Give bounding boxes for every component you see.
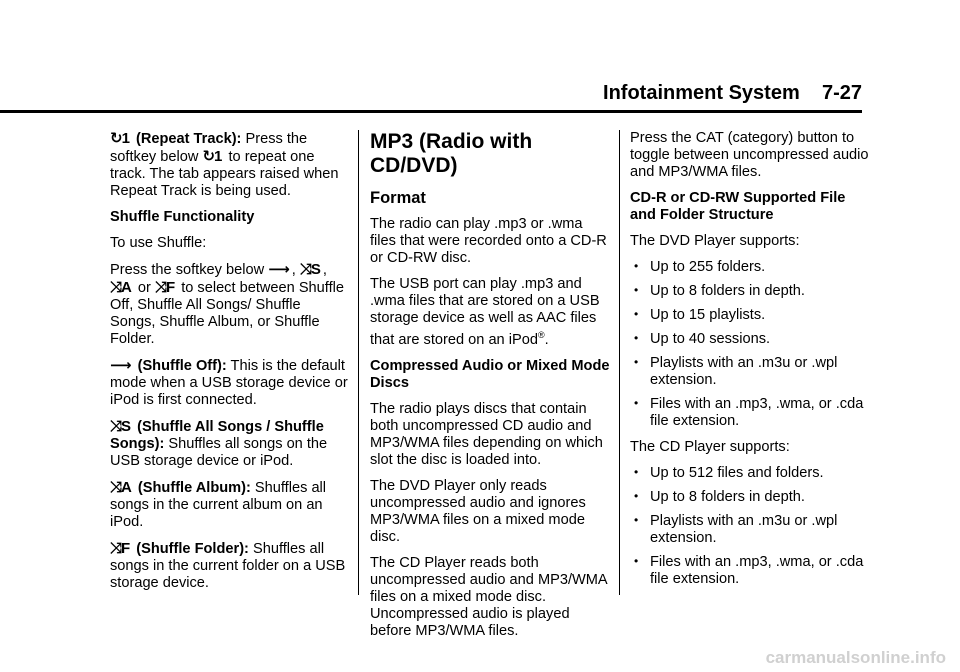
shuffle-album-label: (Shuffle Album):	[137, 480, 251, 496]
shuffle-heading: Shuffle Functionality	[110, 209, 255, 225]
header-rule	[0, 110, 862, 113]
repeat-track-paragraph	[110, 130, 348, 200]
cat-paragraph: Press the CAT (category) button to toggle between uncompressed audio and MP3/WMA files.	[630, 130, 869, 180]
list-item-text: Up to 255 folders.	[650, 259, 766, 275]
cd-support-list	[630, 465, 870, 588]
registered-mark: ®	[537, 330, 545, 340]
format-paragraph-1: The radio can play .mp3 or .wma files that were recorded onto a CD-R or CD-RW disc.	[370, 216, 607, 266]
format-heading: Format	[370, 189, 426, 207]
shuffle-album-paragraph	[110, 479, 348, 531]
bullet: •	[634, 465, 639, 479]
cd-intro: The CD Player supports:	[630, 439, 790, 455]
shuffle-songs-icon: ⤨S	[299, 261, 320, 278]
repeat-text-a: Press the	[245, 131, 308, 147]
compressed-heading: Compressed Audio or Mixed Mode Discs	[370, 357, 610, 391]
shuffle-press-paragraph	[110, 261, 348, 348]
list-item	[630, 331, 870, 348]
bullet: •	[634, 489, 639, 503]
list-item	[630, 513, 870, 547]
list-item	[630, 465, 870, 482]
bullet: •	[634, 554, 639, 568]
list-item	[630, 489, 870, 506]
or-text: or	[137, 280, 151, 296]
bullet: •	[634, 259, 639, 273]
list-item-text: Up to 8 folders in depth.	[650, 489, 805, 505]
list-item-text: Playlists with an .m3u or .wpl extension.	[650, 513, 838, 546]
list-item	[630, 396, 870, 430]
comma-2: ,	[322, 262, 327, 278]
shuffle-folder-icon: ⤨F	[154, 279, 175, 296]
to-use-shuffle: To use Shuffle:	[110, 235, 207, 251]
repeat-text-b: softkey below	[110, 149, 199, 165]
list-item	[630, 554, 870, 588]
repeat-text-c: to repeat one track. The tab appears raised when Repeat Track is being used.	[110, 149, 339, 199]
bullet: •	[634, 307, 639, 321]
list-item	[630, 355, 870, 389]
bullet: •	[634, 355, 639, 369]
list-item-text: Files with an .mp3, .wma, or .cda file extension.	[650, 396, 864, 429]
list-item-text: Up to 15 playlists.	[650, 307, 766, 323]
repeat-track-icon: ↻1	[110, 130, 129, 147]
shuffle-all-text: Shuffles all songs on the USB storage device or iPod.	[110, 436, 328, 469]
shuffle-folder-label: (Shuffle Folder):	[136, 541, 249, 557]
shuffle-off-paragraph	[110, 357, 348, 409]
shuffle-songs-icon-2: ⤨S	[110, 418, 131, 435]
dvd-support-list	[630, 259, 870, 430]
page-title: Infotainment System 7-27	[603, 82, 862, 104]
bullet: •	[634, 283, 639, 297]
shuffle-folder-paragraph	[110, 540, 348, 592]
page-header	[0, 80, 960, 114]
repeat-track-label: (Repeat Track):	[135, 131, 242, 147]
usb-text-end: .	[544, 331, 549, 348]
list-item	[630, 307, 870, 324]
press-text-a: Press the softkey below	[110, 262, 265, 278]
list-item-text: Up to 40 sessions.	[650, 331, 771, 347]
bullet: •	[634, 513, 639, 527]
column-right	[630, 130, 870, 597]
shuffle-off-icon: ⟶	[268, 261, 289, 278]
shuffle-off-label: (Shuffle Off):	[137, 358, 227, 374]
bullet: •	[634, 396, 639, 410]
compressed-paragraph-2: The DVD Player only reads uncompressed audio and ignores MP3/WMA files on a mixed mode disc.	[370, 477, 586, 545]
compressed-paragraph-3: The CD Player reads both uncompressed audio and MP3/WMA files on a mixed mode disc. Uncompressed audio is played before MP3/WMA files.	[370, 554, 607, 639]
usb-text: The USB port can play .mp3 and .wma files that are stored on a USB storage device as well as AAC files that are stored on an iPod	[370, 276, 600, 348]
list-item-text: Playlists with an .m3u or .wpl extension.	[650, 355, 838, 388]
compressed-paragraph-1: The radio plays discs that contain both uncompressed CD audio and MP3/WMA files depending on which slot the disc is loaded into.	[370, 400, 603, 468]
list-item	[630, 283, 870, 300]
dvd-intro: The DVD Player supports:	[630, 233, 800, 249]
shuffle-folder-text: Shuffles all songs in the current folder on a USB storage device.	[110, 541, 346, 591]
list-item-text: Files with an .mp3, .wma, or .cda file extension.	[650, 554, 864, 587]
column-divider-1	[358, 130, 359, 595]
list-item	[630, 259, 870, 276]
comma-1: ,	[291, 262, 296, 278]
list-item-text: Up to 8 folders in depth.	[650, 283, 805, 299]
shuffle-off-icon-2: ⟶	[110, 357, 131, 374]
list-item-text: Up to 512 files and folders.	[650, 465, 824, 481]
shuffle-album-text: Shuffles all songs in the current album on an iPod.	[110, 480, 327, 530]
shuffle-all-paragraph	[110, 418, 348, 470]
repeat-track-icon-inline: ↻1	[202, 148, 222, 165]
format-paragraph-2	[370, 276, 610, 349]
shuffle-off-text: This is the default mode when a USB storage device or iPod is first connected.	[110, 358, 348, 408]
column-left	[110, 130, 348, 601]
watermark: carmanualsonline.info	[765, 648, 946, 667]
structure-heading: CD-R or CD-RW Supported File and Folder Structure	[630, 190, 846, 223]
shuffle-album-icon-2: ⤨A	[110, 479, 131, 496]
shuffle-all-label: (Shuffle All Songs / Shuffle Songs):	[110, 419, 324, 452]
column-middle	[370, 130, 610, 649]
shuffle-folder-icon-2: ⤨F	[110, 540, 130, 557]
column-divider-2	[619, 130, 620, 595]
press-text-b: to select between Shuffle Off, Shuffle All Songs/ Shuffle Songs, Shuffle Album, or Shuffle Folder.	[110, 280, 344, 347]
bullet: •	[634, 331, 639, 345]
section-title: MP3 (Radio with CD/DVD)	[370, 130, 533, 177]
shuffle-album-icon: ⤨A	[110, 279, 131, 296]
